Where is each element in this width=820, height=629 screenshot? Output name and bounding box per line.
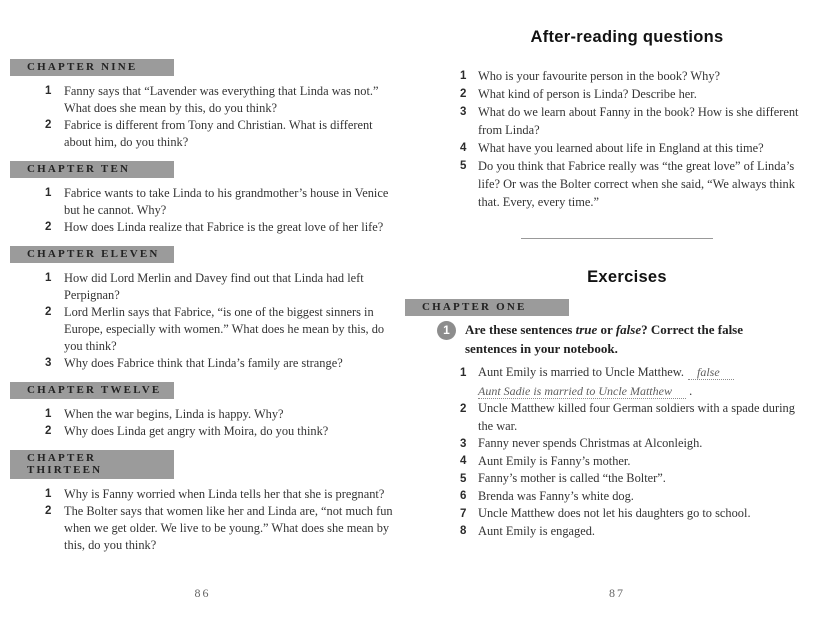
prompt-text: Are these sentences: [465, 322, 576, 337]
chapter-header-bar: CHAPTER THIRTEEN: [10, 450, 174, 479]
item-number: 7: [460, 507, 467, 520]
right-page: [405, 0, 815, 540]
question-text: Why does Fabrice think that Linda’s family are strange?: [64, 356, 343, 370]
item-text: Uncle Matthew killed four German soldiers with a spade during the war.: [478, 401, 795, 433]
left-page: [10, 59, 405, 564]
chapter-header-bar: CHAPTER TEN: [10, 161, 174, 178]
question-text: How does Linda realize that Fabrice is the great love of her life?: [64, 220, 384, 234]
question-text: Why does Linda get angry with Moira, do you think?: [64, 424, 329, 438]
chapter-twelve-section: [10, 382, 405, 440]
after-reading-question-list: [405, 67, 815, 211]
chapter-header-bar: CHAPTER ONE: [405, 299, 569, 316]
item-text: Uncle Matthew does not let his daughters go to school.: [478, 506, 751, 520]
item-text: Fanny never spends Christmas at Alconleigh.: [478, 436, 703, 450]
exercise-item: [405, 453, 815, 471]
question-text: Who is your favourite person in the book? Why?: [478, 69, 721, 83]
question-text: What kind of person is Linda? Describe her.: [478, 87, 697, 101]
exercise-prompt: [465, 321, 805, 358]
question-number: 1: [45, 187, 52, 199]
question-number: 3: [460, 105, 467, 118]
chapter-eleven-section: [10, 246, 405, 372]
prompt-italic: true: [575, 322, 598, 337]
exercise-item: [405, 364, 815, 400]
item-number: 6: [460, 490, 467, 502]
item-number: 3: [460, 437, 467, 450]
correction-line: [478, 383, 810, 401]
item-number: 1: [460, 366, 467, 379]
prompt-italic: false: [615, 322, 642, 337]
question-list: [10, 406, 405, 440]
item-number: 8: [460, 525, 467, 537]
handwritten-answer: false: [688, 365, 734, 380]
question-text: Lord Merlin says that Fabrice, “is one of the biggest sinners in Europe, especially with women.” What does he mean by this, do you think?: [64, 305, 385, 353]
page-number-right: 87: [609, 586, 625, 600]
question-text: Do you think that Fabrice really was “the great love” of Linda’s life? Or was the Bolter correct when she said, “We always think that. Every, every time.”: [478, 159, 795, 209]
item-text: Aunt Emily is engaged.: [478, 523, 596, 538]
question-number: 2: [45, 306, 52, 318]
chapter-header-bar: CHAPTER TWELVE: [10, 382, 174, 399]
question-number: 5: [460, 159, 467, 172]
question-list: [10, 270, 405, 372]
question-number: 2: [460, 87, 467, 100]
question-number: 4: [460, 141, 467, 154]
sentence-text: Aunt Emily is married to Uncle Matthew.: [478, 365, 685, 379]
question-row: [10, 423, 405, 440]
exercise-item: [405, 470, 815, 488]
chapter-thirteen-section: [10, 450, 405, 554]
question-list: [10, 185, 405, 236]
question-list: [10, 83, 405, 151]
question-number: 1: [45, 85, 52, 97]
question-row: [10, 270, 405, 304]
exercise-item: [405, 488, 815, 506]
question-row: [10, 486, 405, 503]
question-row: [10, 219, 405, 236]
question-number: 1: [45, 408, 52, 420]
item-text: Brenda was Fanny’s white dog.: [478, 488, 634, 503]
question-row: [405, 85, 815, 103]
question-text: Fabrice is different from Tony and Christian. What is different about him, do you think?: [64, 118, 373, 149]
chapter-header-bar: CHAPTER ELEVEN: [10, 246, 174, 263]
exercise-item: [405, 505, 815, 523]
item-text: Aunt Emily is Fanny’s mother.: [478, 453, 631, 468]
chapter-ten-section: [10, 161, 405, 236]
after-reading-title: After-reading questions: [530, 28, 724, 46]
question-text: Fanny says that “Lavender was everything that Linda was not.” What does she mean by this, do you think?: [64, 84, 379, 115]
question-number: 2: [45, 425, 52, 437]
exercise-prompt-row: [405, 321, 815, 358]
question-text: What do we learn about Fanny in the book? How is she different from Linda?: [478, 105, 799, 137]
question-list: [10, 486, 405, 554]
question-row: [405, 67, 815, 85]
prompt-text: sentences in your notebook.: [465, 340, 618, 356]
question-number: 1: [45, 488, 52, 500]
question-text: What have you learned about life in England at this time?: [478, 141, 764, 155]
question-number: 2: [45, 505, 52, 517]
question-number: 1: [460, 69, 467, 82]
question-text: Why is Fanny worried when Linda tells her that she is pregnant?: [64, 487, 385, 501]
question-row: [10, 83, 405, 117]
page-number-left: 86: [194, 586, 211, 600]
section-divider: [521, 238, 713, 239]
item-number: 4: [460, 455, 467, 467]
question-row: [405, 157, 815, 211]
question-row: [10, 503, 405, 554]
item-text: [478, 364, 810, 400]
item-number: 2: [460, 402, 467, 415]
handwritten-correction: Aunt Sadie is married to Uncle Matthew: [478, 384, 686, 399]
chapter-nine-section: [10, 59, 405, 151]
exercise-item: [405, 400, 815, 435]
question-row: [10, 117, 405, 151]
question-text: When the war begins, Linda is happy. Why?: [64, 407, 284, 421]
question-text: Fabrice wants to take Linda to his grandmother’s house in Venice but he cannot. Why?: [64, 186, 389, 217]
exercises-title: Exercises: [587, 268, 667, 286]
question-row: [405, 103, 815, 139]
item-text: Fanny’s mother is called “the Bolter”.: [478, 471, 666, 485]
question-text: How did Lord Merlin and Davey find out that Linda had left Perpignan?: [64, 271, 364, 302]
prompt-text: or: [597, 322, 616, 337]
question-row: [10, 304, 405, 355]
question-row: [405, 139, 815, 157]
question-number: 2: [45, 221, 52, 233]
question-row: [10, 406, 405, 423]
chapter-header-bar: CHAPTER NINE: [10, 59, 174, 76]
prompt-text: ? Correct the false: [641, 322, 744, 337]
question-number: 1: [45, 272, 52, 284]
item-number: 5: [460, 472, 467, 485]
question-number: 2: [45, 119, 52, 131]
question-row: [10, 185, 405, 219]
exercise-item: [405, 435, 815, 453]
correction-period: .: [689, 383, 693, 398]
question-row: [10, 355, 405, 372]
exercise-number-badge: 1: [437, 321, 456, 340]
question-number: 3: [45, 357, 52, 369]
exercise-item: [405, 523, 815, 541]
exercise-item-list: [405, 364, 815, 540]
question-text: The Bolter says that women like her and Linda are, “not much fun when we get older. We live to be young.” What does she mean by this, do you think?: [64, 504, 393, 552]
